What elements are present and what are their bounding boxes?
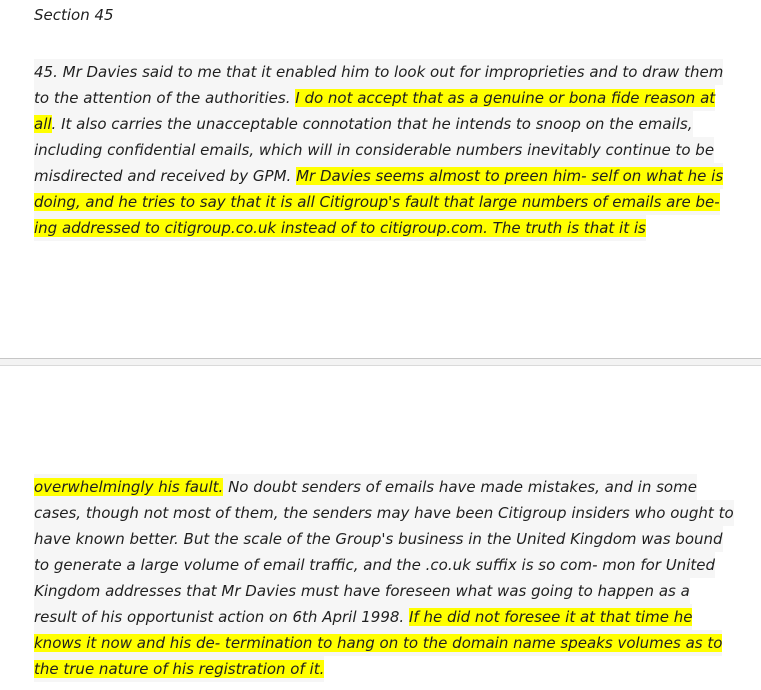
highlighted-text: all [34, 115, 52, 133]
page-break [0, 358, 761, 366]
text-segment: . It also carries the unacceptable connotation that he intends to snoop on the emails, [51, 115, 693, 133]
highlighted-text: ing addressed to citigroup.co.uk instead of to citigroup.com. The truth is that it is [34, 219, 646, 237]
highlighted-text: Mr Davies seems almost to preen him- self on what he is [296, 167, 724, 185]
section-heading: Section 45 [34, 6, 114, 24]
paragraph-line [34, 59, 723, 85]
paragraph-line [34, 189, 720, 215]
paragraph-line [34, 630, 722, 656]
text-segment: misdirected and received by GPM. [34, 167, 297, 185]
text-segment: No doubt senders of emails have made mistakes, and in some [223, 478, 697, 496]
text-segment: including confidential emails, which will in considerable numbers inevitably continue to be [34, 141, 715, 159]
paragraph-line [34, 656, 324, 682]
highlighted-text: I do not accept that as a genuine or bona fide reason at [295, 89, 716, 107]
paragraph-line [34, 111, 693, 137]
highlighted-text: doing, and he tries to say that it is all Citigroup's fault that large numbers of emails are be- [34, 193, 720, 211]
text-segment: 45. Mr Davies said to me that it enabled him to look out for improprieties and to draw them [34, 63, 724, 81]
highlighted-text: overwhelmingly his fault. [34, 478, 224, 496]
paragraph-line [34, 137, 714, 163]
highlighted-text: knows it now and his de- termination to hang on to the domain name speaks volumes as to [34, 634, 723, 652]
paragraph-line [34, 163, 723, 189]
text-segment: cases, though not most of them, the senders may have been Citigroup insiders who ought to [34, 504, 734, 522]
paragraph-line [34, 578, 690, 604]
paragraph-line [34, 474, 697, 500]
paragraph-line [34, 215, 646, 241]
text-segment: result of his opportunist action on 6th April 1998. [34, 608, 409, 626]
text-segment: have known better. But the scale of the Group's business in the United Kingdom was bound [34, 530, 723, 548]
page-2 [0, 366, 761, 690]
paragraph-line [34, 500, 734, 526]
text-segment: to generate a large volume of email traffic, and the .co.uk suffix is so com- mon for United [34, 556, 715, 574]
paragraph-line [34, 85, 715, 111]
text-segment: to the attention of the authorities. [34, 89, 296, 107]
highlighted-text: If he did not foresee it at that time he [408, 608, 693, 626]
paragraph-line [34, 604, 692, 630]
paragraph-line [34, 526, 723, 552]
text-segment: Kingdom addresses that Mr Davies must have foreseen what was going to happen as a [34, 582, 690, 600]
highlighted-text: the true nature of his registration of it. [34, 660, 325, 678]
paragraph-line [34, 552, 715, 578]
